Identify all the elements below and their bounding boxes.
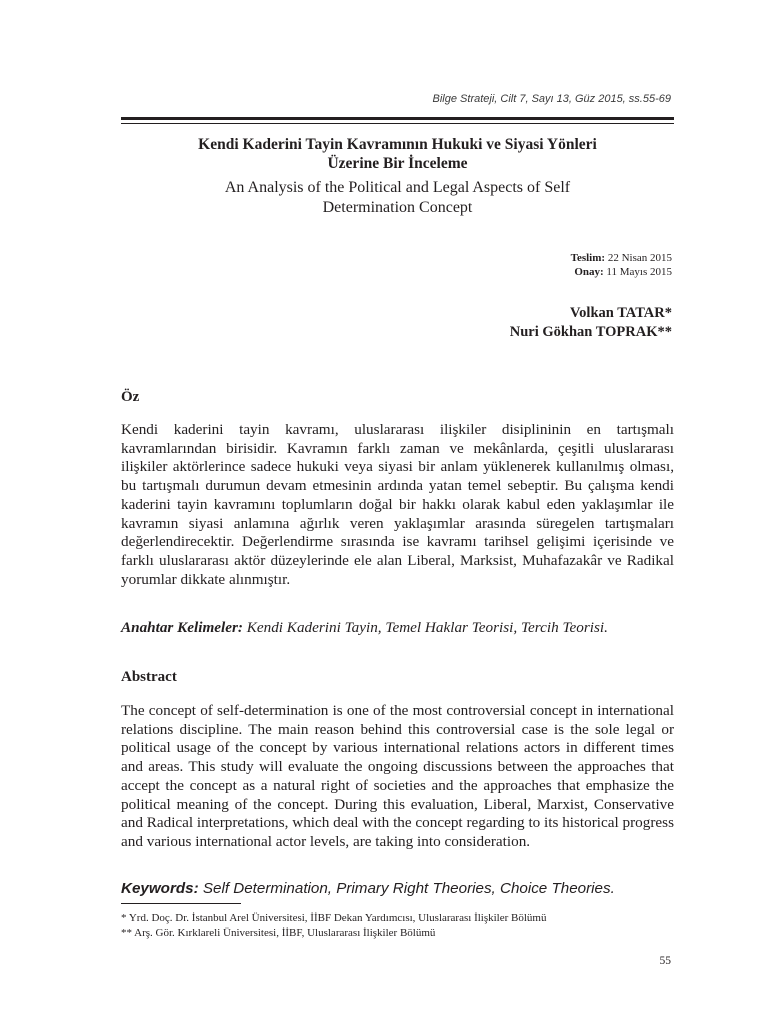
submission-dates [571,251,672,279]
footnotes [121,911,674,940]
abstract-heading: Abstract [121,669,177,685]
header-rule-thin [121,123,674,124]
oz-heading: Öz [121,389,140,405]
english-title-line2: Determination Concept [322,199,473,216]
english-title [121,178,674,218]
english-title-line1: An Analysis of the Political and Legal Aspects of Self [224,179,571,196]
turkish-title [121,135,674,173]
author-2: Nuri Gökhan TOPRAK** [509,324,672,340]
approved-label: Onay: [574,266,604,278]
oz-body: Kendi kaderini tayin kavramı, uluslararası ilişkiler disiplininin en tartışmalı kavramlarından birisidir. Kavramın farklı zaman ve mekânlarda, çeşitli uluslararası ilişkiler aktörlerince sadece hukuki veya siyasi bir anlam yüklenerek kullanılmış olması, bu tartışmalı durumun devam etmesinin ardında yatan temel sebeptir. Bu çalışma kendi kaderini tayin kavramını toplumların doğal bir hakkı olarak kabul eden yaklaşımlar ile kavramın siyasi anlamına ağırlık veren yaklaşımlar arasında süregelen tartışmaları değerlendirecektir. Değerlendirme sırasında ise kavramı tarihsel gelişimi içerisinde ve farklı uluslararası aktör düzeylerinde ele alan Liberal, Marksist, Muhafazakâr ve Radikal yorumlar dikkate alınmıştır. [121,421,674,588]
submitted-date [571,251,672,265]
turkish-title-line2: Üzerine Bir İnceleme [327,155,468,172]
page-number: 55 [659,955,671,967]
abstract-body: The concept of self-determination is one of the most controversial concept in international relations discipline. The main reason behind this controversial case is the sole legal or political usage of the concept by various international relations actors in different times and areas. This study will evaluate the ongoing discussions between the approaches that accept the concept as a natural right of societies and the approaches that emphasize the political meaning of the concept. During this evaluation, Liberal, Marxist, Conservative and Radical interpretations, which deal with the concept regarding to its historical progress and various international actor levels, are taking into consideration. [121,702,674,850]
abstract-keywords [121,880,674,899]
footnote-separator [121,903,241,904]
oz-keywords [121,619,674,638]
oz-keywords-label: Anahtar Kelimeler: [121,619,243,636]
approved-date [571,265,672,279]
oz-keywords-value: Kendi Kaderini Tayin, Temel Haklar Teorisi, Tercih Teorisi. [242,619,608,636]
journal-reference: Bilge Strateji, Cilt 7, Sayı 13, Güz 2015, ss.55-69 [432,93,671,105]
author-1: Volkan TATAR* [570,305,672,321]
submitted-value: 22 Nisan 2015 [605,252,672,264]
submitted-label: Teslim: [570,252,606,264]
abstract-keywords-label: Keywords: [121,880,199,897]
footnote-2: ** Arş. Gör. Kırklareli Üniversitesi, İİBF, Uluslararası İlişkiler Bölümü [121,926,436,939]
header-rule-thick [121,117,674,120]
footnote-1: * Yrd. Doç. Dr. İstanbul Arel Üniversitesi, İİBF Dekan Yardımcısı, Uluslararası İlişkiler Bölümü [121,912,547,924]
turkish-title-line1: Kendi Kaderini Tayin Kavramının Hukuki ve Siyasi Yönleri [198,136,597,153]
approved-value: 11 Mayıs 2015 [603,266,672,278]
abstract-keywords-value: Self Determination, Primary Right Theories, Choice Theories. [198,880,615,897]
author-list [510,304,672,342]
